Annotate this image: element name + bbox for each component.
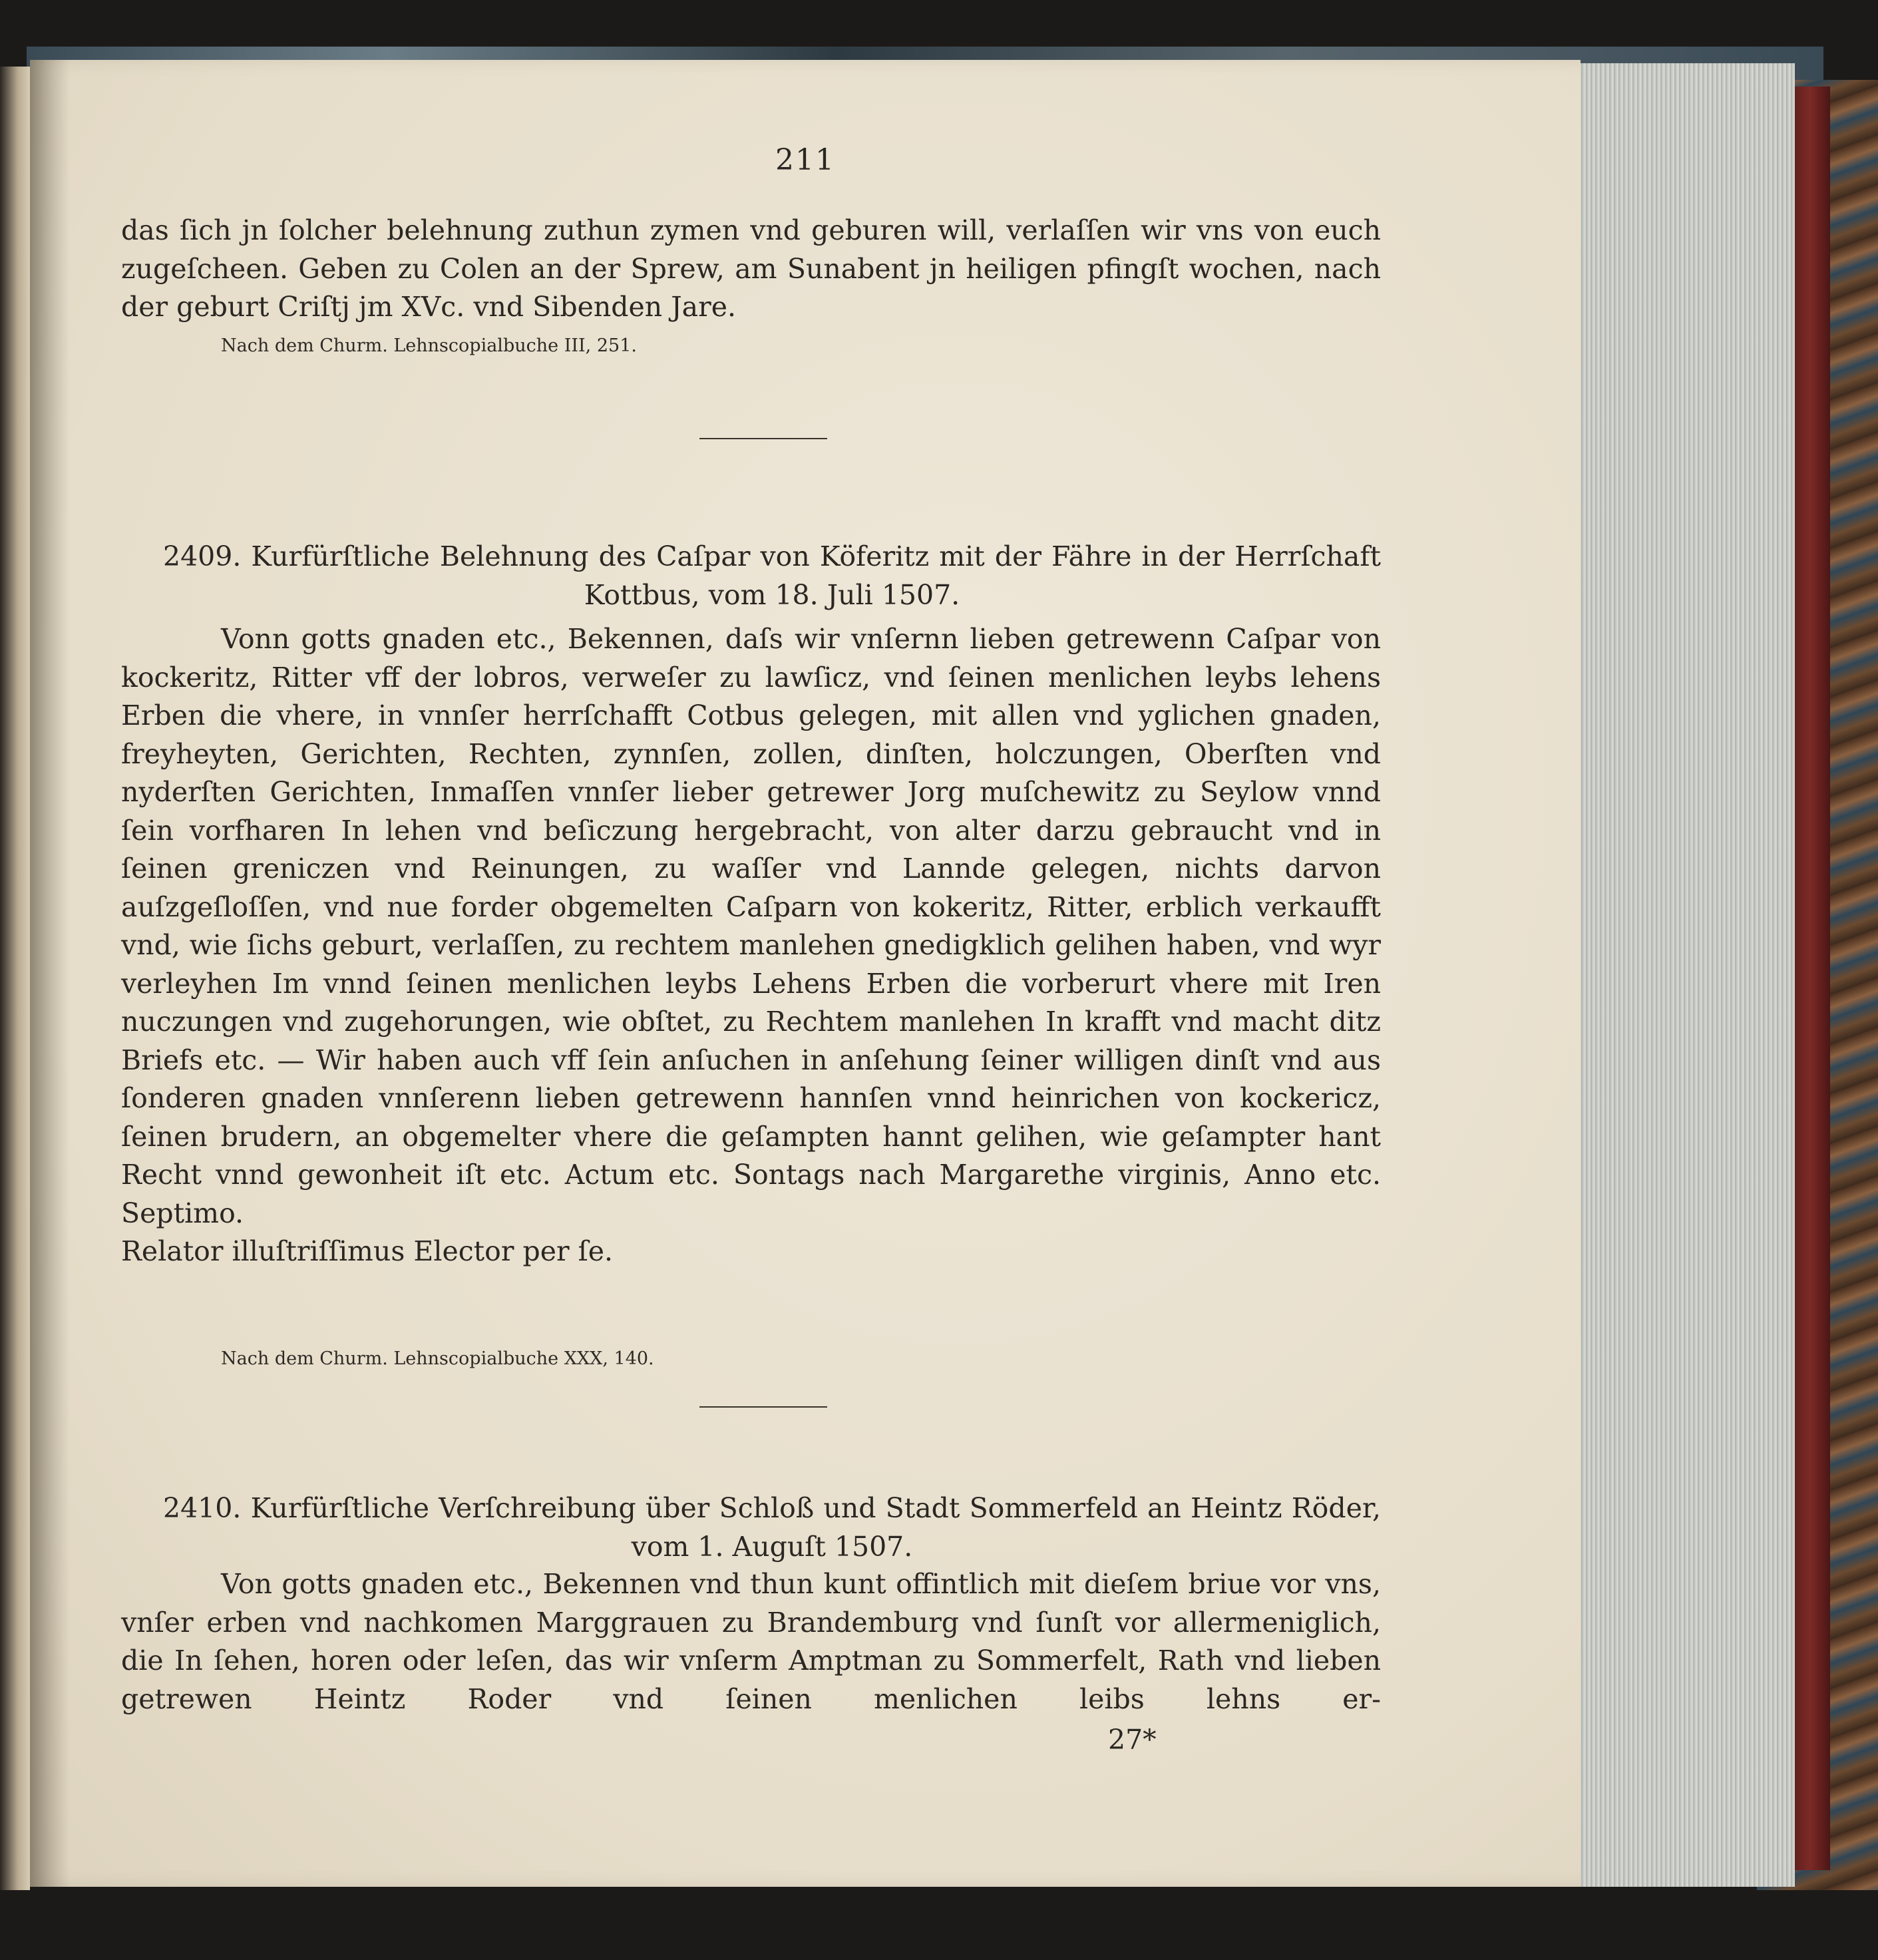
doc-2409-source-block bbox=[221, 1347, 1481, 1371]
doc-2409-body: Vonn gotts gnaden etc., Bekennen, daſs wir vnſernn lieben getrewenn Caſpar von kockeritz, Ritter vff der lobros, verweſer zu lawſicz, vnd ſeinen menlichen leybs lehens Erben die vhere, in vnnſer herrſchafft Cotbus gelegen, mit allen vnd yglichen gnaden, freyheyten, Gerichten, Rechten, zynnſen, zollen, dinſten, holczungen, Oberſten vnd nyderſten Gerichten, Inmaſſen vnnſer lieber getrewer Jorg muſchewitz zu Seylow vnnd ſein vorfharen In lehen vnd beſiczung hergebracht, von alter darzu gebraucht vnd in ſeinen greniczen vnd Reinungen, zu waſſer vnd Lannde gelegen, nichts darvon auſzgeſloſſen, vnd nue forder obgemelten Caſparn von kokeritz, Ritter, erblich verkaufft vnd, wie ſichs geburt, verlaſſen, zu rechtem manlehen gnedigklich gelihen haben, vnd wyr verleyhen Im vnnd ſeinen menlichen leybs Lehens Erben die vorberurt vhere mit Iren nuczungen vnd zugehorungen, wie obſtet, zu Rechtem manlehen In krafft vnd macht ditz Briefs etc. — Wir haben auch vff ſein anſuchen in anſehung ſeiner willigen dinſt vnd aus ſonderen gnaden vnnſerenn lieben getrewenn hannſen vnnd heinrichen von kockericz, ſeinen brudern, an obgemelter vhere die geſampten hannt gelihen, wie geſampter hant Recht vnnd gewonheit iſt etc. Actum etc. Sontags nach Margarethe virginis, Anno etc. Septimo. bbox=[121, 623, 1381, 1229]
doc-2409-heading-line1: 2409. Kurfürſtliche Belehnung des Caſpar von Köferitz mit der Fähre in der Herrſchaft bbox=[163, 540, 1381, 572]
doc-2410-body: Von gotts gnaden etc., Bekennen vnd thun kunt offintlich mit dieſem briue vor vns, vnſer erben vnd nachkomen Marggrauen zu Brandemburg vnd ſunſt vor allermeniglich, die In ſehen, horen oder leſen, das wir vnſerm Amptman zu Sommerfelt, Rath vnd lieben getrewen Heintz Roder vnd ſeinen menlichen leibs lehns er- bbox=[121, 1568, 1381, 1715]
page-stack-edge bbox=[1577, 63, 1795, 1887]
top-source-block bbox=[221, 334, 1481, 358]
doc-2410-heading-line1: 2410. Kurfürſtliche Verſchreibung über Schloß und Stadt Sommerfeld an Heintz Röder, bbox=[163, 1492, 1381, 1524]
top-paragraph-block bbox=[121, 212, 1381, 327]
book-page bbox=[30, 60, 1581, 1887]
top-source-note: Nach dem Churm. Lehnscopialbuche III, 251. bbox=[221, 335, 637, 356]
section-divider-1 bbox=[699, 438, 827, 439]
doc-2409-source-note: Nach dem Churm. Lehnscopialbuche XXX, 140. bbox=[221, 1348, 654, 1369]
top-paragraph: das ſich jn ſolcher belehnung zuthun zymen vnd geburen will, verlaſſen wir vns von euch zugeſcheen. Geben zu Colen an der Sprew, am Sunabent jn heiligen pfingſt wochen, nach der geburt Criſtj jm XVc. vnd Sibenden Jare. bbox=[121, 214, 1381, 323]
doc-2410-body-block bbox=[121, 1565, 1381, 1718]
book-spine bbox=[1790, 87, 1830, 1870]
doc-2410-heading-line2: vom 1. Auguſt 1507. bbox=[631, 1530, 913, 1563]
signature-mark: 27* bbox=[1108, 1724, 1157, 1756]
left-page-edge bbox=[0, 67, 30, 1890]
doc-2410-heading bbox=[163, 1489, 1381, 1566]
doc-2409-heading bbox=[163, 538, 1381, 614]
doc-2409-heading-line2: Kottbus, vom 18. Juli 1507. bbox=[584, 578, 960, 611]
doc-2409-body-block bbox=[121, 620, 1381, 1271]
page-number: 211 bbox=[775, 143, 835, 177]
page-gutter-shadow bbox=[30, 60, 70, 1887]
section-divider-2 bbox=[699, 1406, 827, 1408]
doc-2409-relator: Relator illuſtriſſimus Elector per ſe. bbox=[121, 1235, 614, 1267]
